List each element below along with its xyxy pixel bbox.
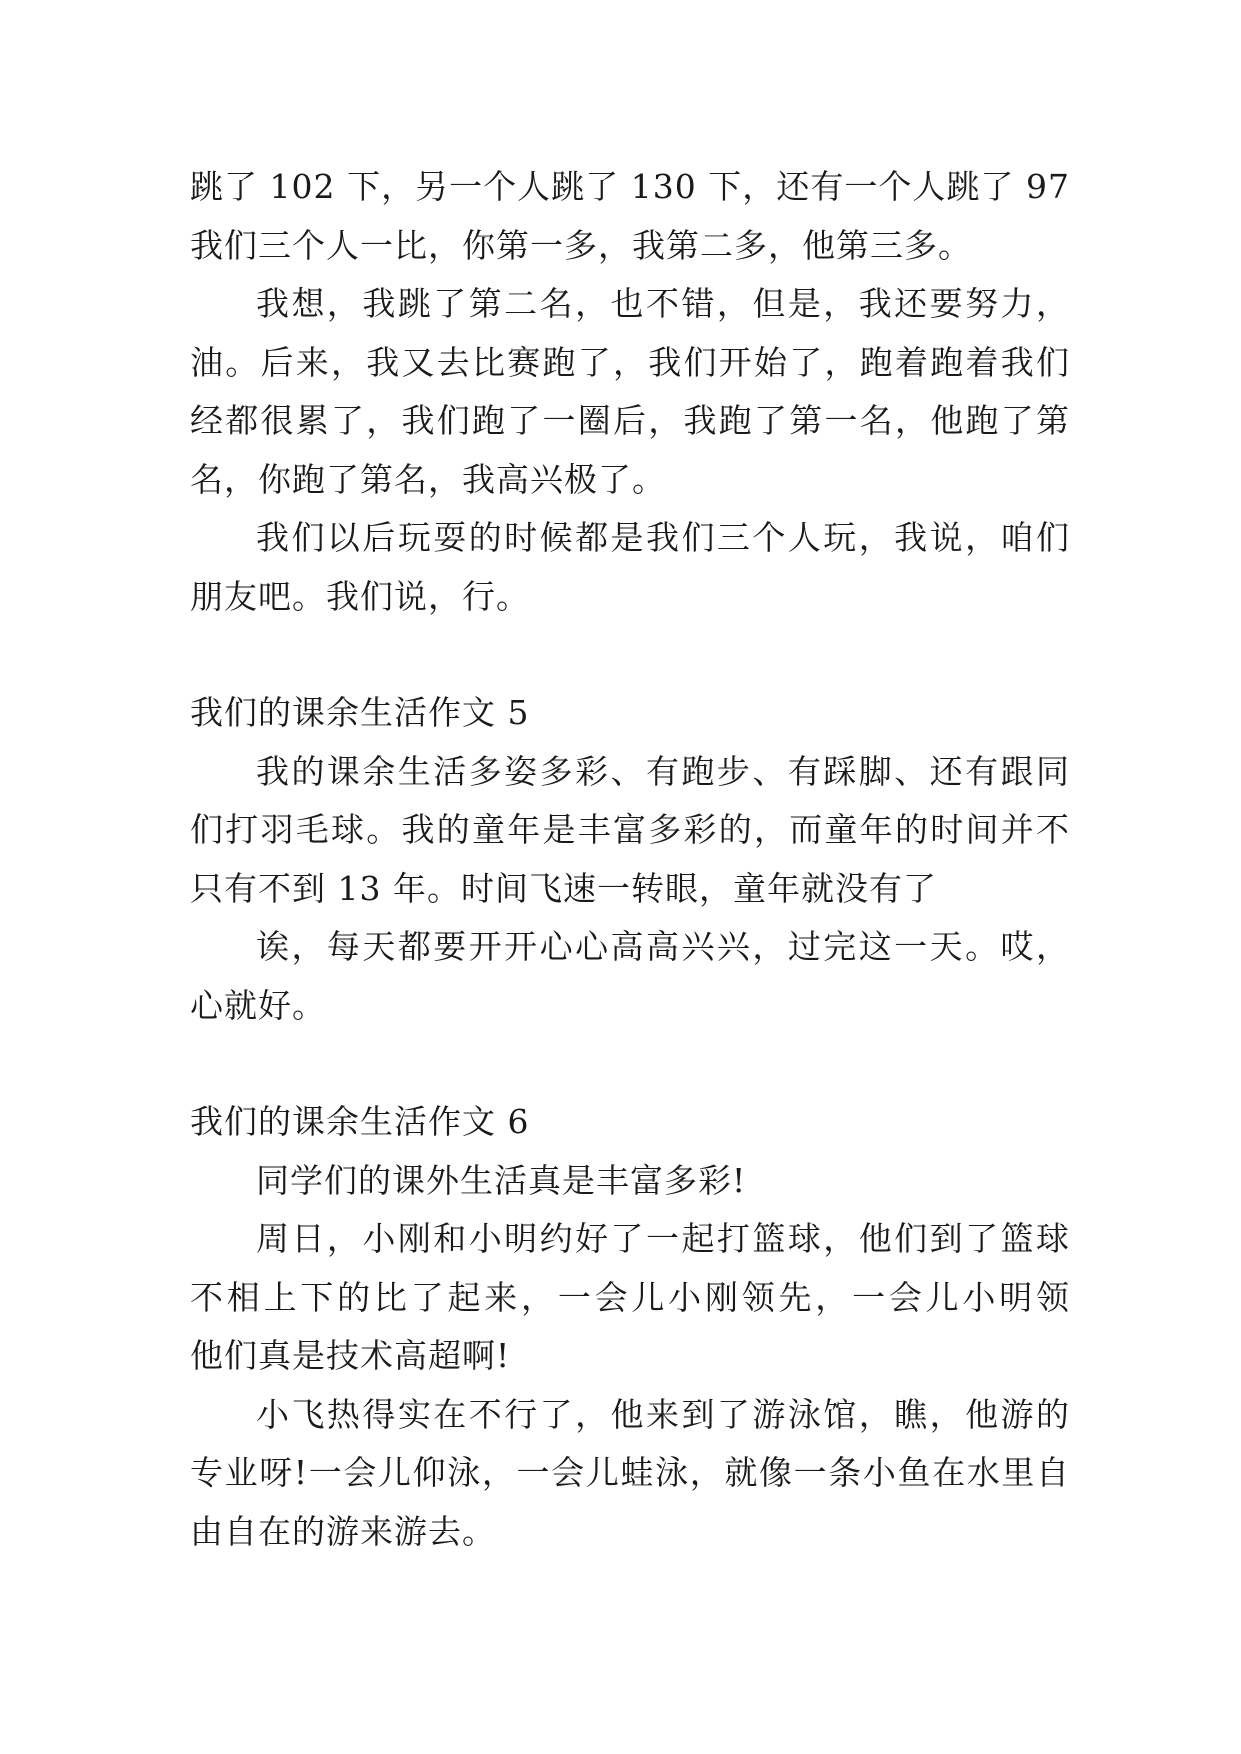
paragraph-prev-2 <box>190 275 1070 509</box>
text-line: 们打羽毛球。我的童年是丰富多彩的，而童年的时间并不 <box>190 810 1070 849</box>
text-line: 我的课余生活多姿多彩、有跑步、有踩脚、还有跟同 <box>256 751 1070 791</box>
text-line: 名，你跑了第名，我高兴极了。 <box>190 459 666 499</box>
text-line: 小飞热得实在不行了，他来到了游泳馆，瞧，他游的 <box>256 1394 1070 1434</box>
paragraph-prev-3 <box>190 509 1070 626</box>
paragraph-6-2 <box>190 1210 1070 1386</box>
paragraph-prev-continuation <box>190 158 1070 275</box>
text-line: 油。后来，我又去比赛跑了，我们开始了，跑着跑着我们 <box>190 342 1070 382</box>
document-page <box>190 158 1070 1561</box>
text-line: 专业呀!一会儿仰泳，一会儿蛙泳，就像一条小鱼在水里自 <box>190 1453 1070 1492</box>
text-line: 由自在的游来游去。 <box>190 1511 496 1551</box>
section-spacer <box>190 626 1070 684</box>
paragraph-5-1 <box>190 743 1070 919</box>
text-line: 不相上下的比了起来，一会儿小刚领先，一会儿小明领 <box>190 1277 1070 1317</box>
paragraph-6-3 <box>190 1386 1070 1562</box>
paragraph-5-2 <box>190 918 1070 1035</box>
text-line: 诶，每天都要开开心心高高兴兴，过完这一天。哎， <box>256 927 1070 966</box>
text-line: 朋友吧。我们说，行。 <box>190 576 530 616</box>
text-line: 跳了 102 下，另一个人跳了 130 下，还有一个人跳了 97 <box>190 167 1070 206</box>
text-line: 他们真是技术高超啊! <box>190 1336 511 1375</box>
paragraph-6-1 <box>190 1152 1070 1211</box>
text-line: 只有不到 13 年。时间飞速一转眼，童年就没有了 <box>190 868 937 908</box>
text-line: 我们以后玩耍的时候都是我们三个人玩，我说，咱们 <box>256 518 1070 557</box>
text-line: 经都很累了，我们跑了一圈后，我跑了第一名，他跑了第 <box>190 401 1070 440</box>
text-line: 我想，我跳了第二名，也不错，但是，我还要努力， <box>256 284 1070 323</box>
section-title-6: 我们的课余生活作文 6 <box>190 1102 530 1141</box>
text-line: 心就好。 <box>190 985 326 1025</box>
text-line: 我们三个人一比，你第一多，我第二多，他第三多。 <box>190 225 972 265</box>
text-line: 同学们的课外生活真是丰富多彩! <box>256 1160 747 1200</box>
text-line: 周日，小刚和小明约好了一起打篮球，他们到了篮球 <box>256 1219 1070 1258</box>
section-spacer <box>190 1035 1070 1093</box>
section-title-5: 我们的课余生活作文 5 <box>190 693 530 732</box>
